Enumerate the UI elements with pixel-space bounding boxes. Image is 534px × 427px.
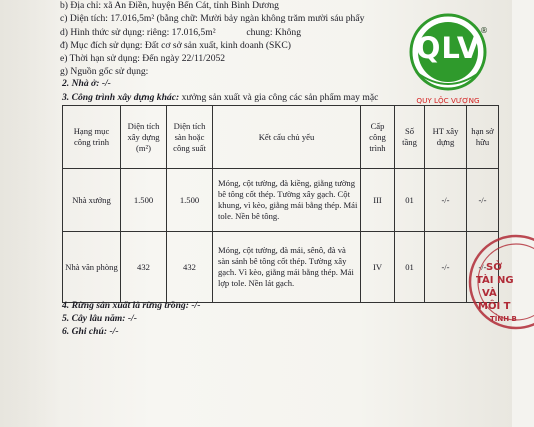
logo-subtitle: QUY LỘC VƯỢNG bbox=[416, 96, 480, 105]
usage-form-shared: chung: Không bbox=[246, 27, 302, 38]
forest-value: -/- bbox=[191, 300, 201, 311]
col-header-floors: Số tầng bbox=[395, 106, 425, 169]
cell-built-area: 432 bbox=[121, 232, 167, 303]
cell-structure: Móng, cột tường, đà kiềng, giằng tường bê tông cốt thép. Tường xây gạch. Cột khung, vì kèo, giằng mái bằng thép. Mái tole. Nền bê tông. bbox=[213, 169, 361, 232]
perennial-line bbox=[62, 313, 137, 324]
perennial-value: -/- bbox=[127, 313, 137, 324]
usage-form-line bbox=[60, 27, 301, 38]
cell-ownership: -/- bbox=[467, 169, 499, 232]
col-header-built-area: Diện tích xây dựng (m²) bbox=[121, 106, 167, 169]
notes-line bbox=[62, 326, 119, 337]
cell-floor-area: 432 bbox=[167, 232, 213, 303]
notes-value: -/- bbox=[109, 326, 119, 337]
col-header-item: Hạng mục công trình bbox=[63, 106, 121, 169]
stamp-text-5: TỈNH B bbox=[490, 315, 517, 323]
cell-grade: IV bbox=[361, 232, 395, 303]
col-header-floor-area: Diện tích sàn hoặc công suất bbox=[167, 106, 213, 169]
qlv-logo bbox=[402, 12, 494, 104]
address-line: b) Địa chỉ: xã An Điền, huyện Bến Cát, tỉnh Bình Dương bbox=[60, 0, 279, 11]
area-line: c) Diện tích: 17.016,5m² (bằng chữ: Mười bảy ngàn không trăm mười sáu phẩy bbox=[60, 13, 365, 24]
cell-ht: -/- bbox=[425, 169, 467, 232]
other-works-label: 3. Công trình xây dựng khác: bbox=[62, 92, 180, 103]
cell-floor-area: 1.500 bbox=[167, 169, 213, 232]
table-header-row bbox=[63, 106, 499, 169]
forest-line bbox=[62, 300, 200, 311]
page-edge-shadow bbox=[0, 0, 60, 427]
cell-ht: -/- bbox=[425, 232, 467, 303]
cell-item: Nhà văn phòng bbox=[63, 232, 121, 303]
stamp-text-2: TÀI NG bbox=[476, 275, 514, 286]
registered-mark: ® bbox=[480, 26, 488, 35]
cell-built-area: 1.500 bbox=[121, 169, 167, 232]
term-line: e) Thời hạn sử dụng: Đến ngày 22/11/2052 bbox=[60, 53, 226, 64]
logo-wordmark: QLV bbox=[415, 31, 481, 65]
house-line bbox=[62, 78, 111, 89]
perennial-label: 5. Cây lâu năm: bbox=[62, 313, 126, 324]
notes-label: 6. Ghi chú: bbox=[62, 326, 108, 337]
cell-ownership: -/- bbox=[467, 232, 499, 303]
purpose-line: đ) Mục đích sử dụng: Đất cơ sở sản xuất, kinh doanh (SKC) bbox=[60, 40, 291, 51]
cell-floors: 01 bbox=[395, 232, 425, 303]
other-works-line bbox=[62, 92, 378, 103]
stamp-text-1: SỞ bbox=[486, 262, 502, 273]
cell-structure: Móng, cột tường, đà mái, sênô, đà và sàn sảnh bê tông cốt thép. Tường xây gạch. Vì kèo, giằng mái bằng thép. Mái lợp tole. Nền lát gạch. bbox=[213, 232, 361, 303]
house-value: -/- bbox=[101, 78, 111, 89]
stamp-text-4: MÔI T bbox=[478, 301, 511, 312]
origin-line: g) Nguồn gốc sử dụng: bbox=[60, 66, 149, 77]
forest-label: 4. Rừng sản xuất là rừng trồng: bbox=[62, 300, 189, 311]
col-header-ownership: hạn sở hữu bbox=[467, 106, 499, 169]
cell-floors: 01 bbox=[395, 169, 425, 232]
stamp-text-3: VÀ bbox=[482, 288, 497, 299]
cell-item: Nhà xưởng bbox=[63, 169, 121, 232]
table-row bbox=[63, 169, 499, 232]
col-header-grade: Cấp công trình bbox=[361, 106, 395, 169]
col-header-ht: HT xây dựng bbox=[425, 106, 467, 169]
house-label: 2. Nhà ở: bbox=[62, 78, 100, 89]
usage-form-private: d) Hình thức sử dụng: riêng: 17.016,5m² bbox=[60, 27, 216, 38]
other-works-desc: xưởng sản xuất và gia công các sản phẩm may mặc bbox=[181, 92, 379, 103]
cell-grade: III bbox=[361, 169, 395, 232]
col-header-structure: Kết cấu chủ yếu bbox=[213, 106, 361, 169]
